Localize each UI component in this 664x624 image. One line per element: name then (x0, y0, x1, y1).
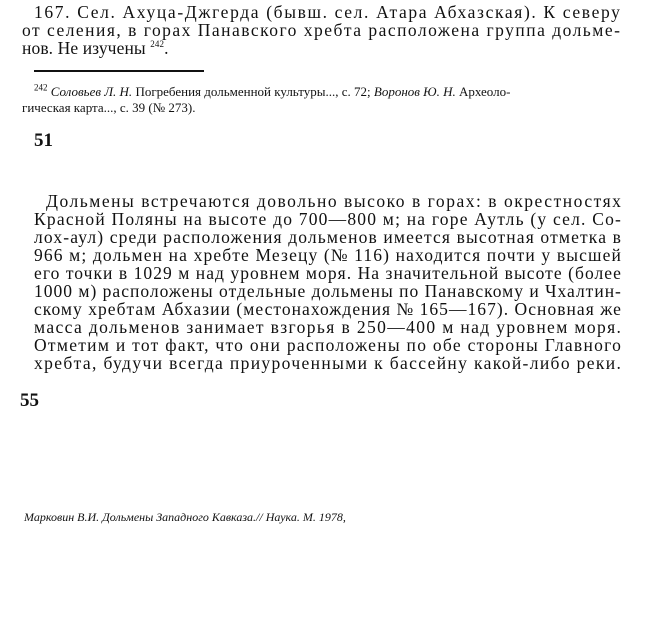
paragraph-line-10: хребта, будучи всегда приуроченными к бассейну какой-либо реки. (34, 353, 623, 373)
paragraph-line-7: скому хребтам Абхазии (местонахождения № 165—167). Основная же (34, 299, 622, 319)
entry-167-line-1: 167. Сел. Ахуца-Джгерда (бывш. сел. Атара Абхазская). К северу (34, 2, 622, 22)
footnote-number: 242 (34, 82, 48, 93)
footnote-line-1 (34, 82, 511, 99)
paragraph-line-2: Красной Поляны на высоте до 700—800 м; на горе Аутль (у сел. Со- (34, 209, 623, 229)
paragraph-line-3: лох-аул) среди расположения дольменов имеется высотная отметка в (34, 227, 623, 247)
entry-167-line-3 (22, 40, 169, 58)
entry-167-line-3-text: нов. Не изучены (22, 38, 146, 58)
paragraph-line-4: 966 м; дольмен на хребте Мезецу (№ 116) находится почти у высшей (34, 245, 623, 265)
entry-167-end-punct: . (164, 38, 169, 58)
footnote-text-2: Археоло- (458, 84, 511, 99)
footnote-author-1: Соловьев Л. Н. (50, 84, 133, 99)
footnote-author-2: Воронов Ю. Н. (373, 84, 456, 99)
paragraph-line-8: масса дольменов занимает взгорья в 250—400 м над уровнем моря. (34, 317, 623, 337)
paragraph-line-1: Дольмены встречаются довольно высоко в горах: в окрестностях (46, 191, 623, 211)
footnote-line-2: гическая карта..., с. 39 (№ 273). (22, 100, 196, 115)
page-number-51: 51 (34, 130, 53, 151)
footnote-text-1: Погребения дольменной культуры..., с. 72; (135, 84, 371, 99)
page-number-55: 55 (20, 390, 39, 411)
footnote-separator (34, 70, 204, 72)
paragraph-line-6: 1000 м) расположены отдельные дольмены по Панавскому и Чхалтин- (34, 281, 622, 301)
source-citation: Марковин В.И. Дольмены Западного Кавказа.// Наука. М. 1978, (24, 510, 346, 524)
paragraph-line-5: его точки в 1029 м над уровнем моря. На значительной высоте (более (34, 263, 622, 283)
paragraph-line-9: Отметим и тот факт, что они расположены по обе стороны Главного (34, 335, 623, 355)
entry-167-line-2: от селения, в горах Панавского хребта расположена группа дольме- (22, 20, 622, 40)
footnote-ref-242: 242 (150, 39, 165, 50)
